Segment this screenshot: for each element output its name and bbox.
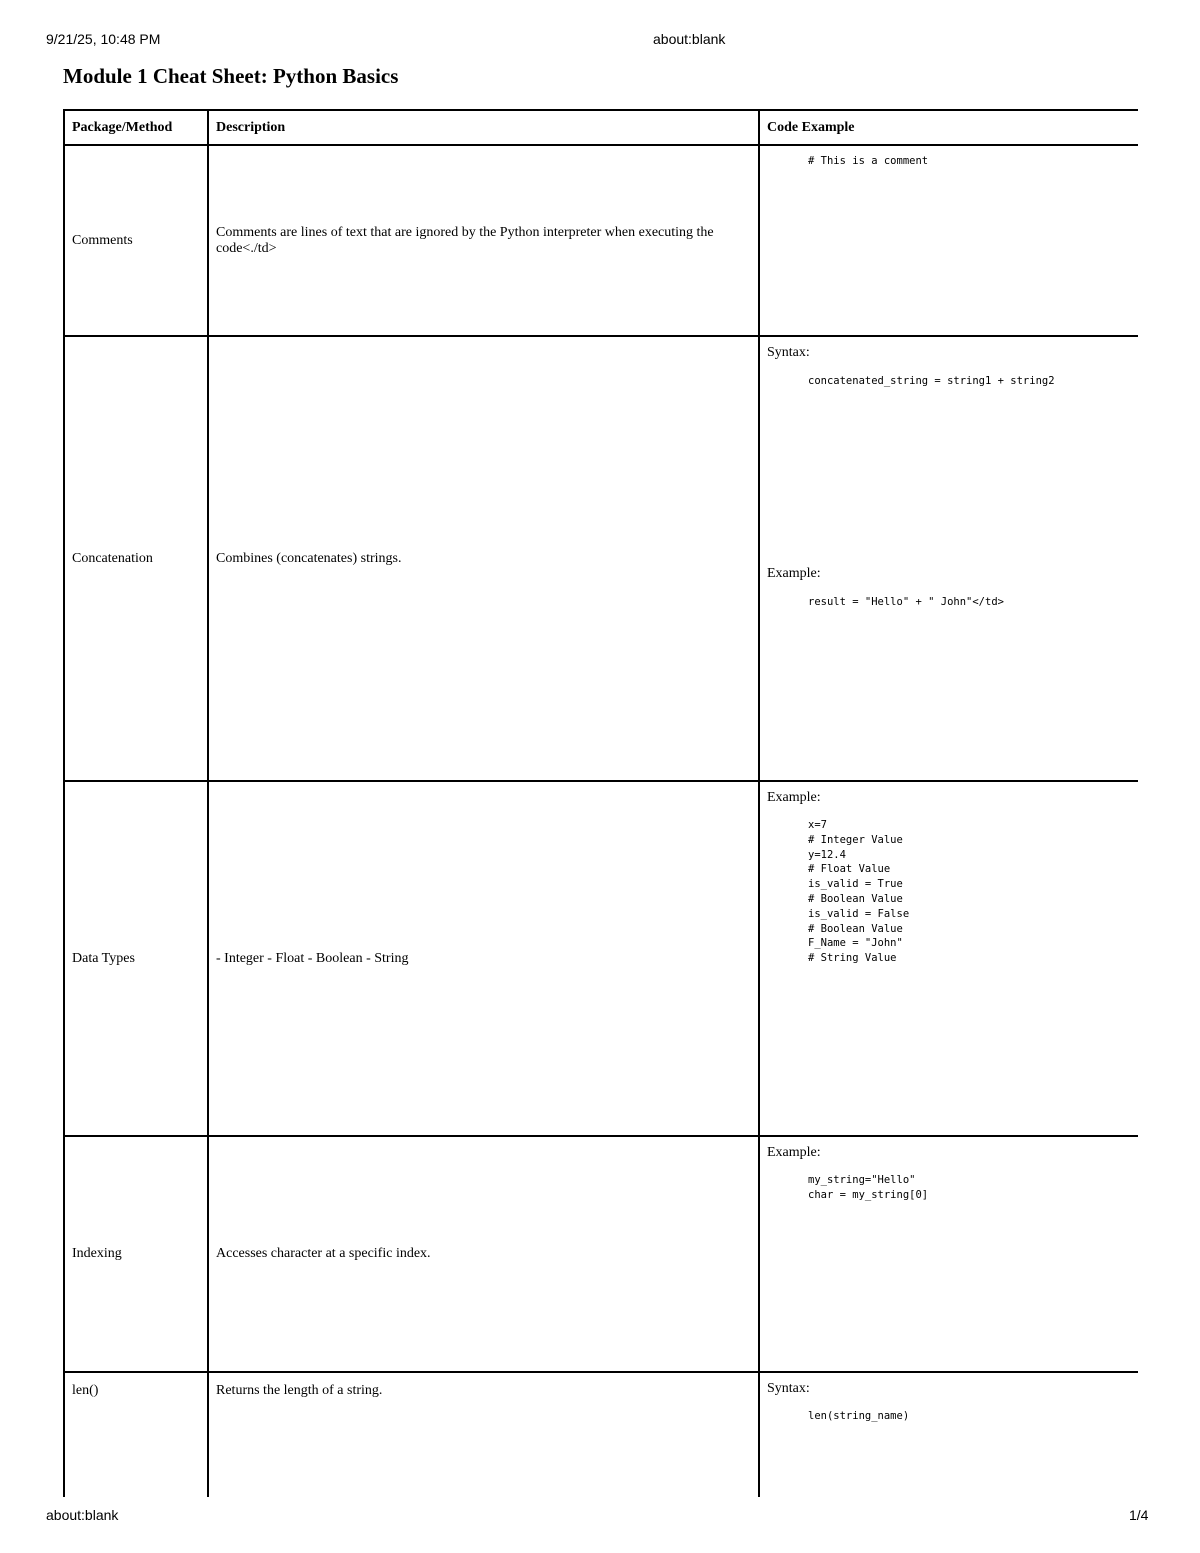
row-code-cell	[759, 1372, 1138, 1497]
code-label: Example:	[767, 790, 821, 805]
code-block: x=7 # Integer Value y=12.4 # Float Value is_valid = True # Boolean Value is_valid = False # Boolean Value F_Name = "John" # String Value	[808, 819, 910, 965]
table-row	[64, 336, 1138, 781]
row-method: Indexing	[64, 1136, 208, 1372]
header-method: Package/Method	[64, 110, 208, 145]
cheat-sheet-table-wrapper	[63, 109, 1138, 1497]
header-code: Code Example	[759, 110, 1138, 145]
row-method: Concatenation	[64, 336, 208, 781]
print-datetime: 9/21/25, 10:48 PM	[46, 31, 161, 47]
row-code-cell	[759, 1136, 1138, 1372]
row-method: len()	[64, 1372, 208, 1497]
row-description: Comments are lines of text that are ignored by the Python interpreter when executing the code<./td>	[208, 145, 759, 336]
code-label: Example:	[767, 1145, 821, 1160]
code-block: result = "Hello" + " John"</td>	[808, 596, 1004, 608]
code-label: Example:	[767, 566, 821, 581]
code-block: my_string="Hello" char = my_string[0]	[808, 1174, 929, 1201]
code-block: concatenated_string = string1 + string2	[808, 375, 1055, 387]
page-number: 1/4	[1129, 1507, 1149, 1523]
print-footer-url: about:blank	[46, 1507, 119, 1523]
code-block: # This is a comment	[808, 155, 929, 167]
row-code-cell	[759, 336, 1138, 781]
row-description: Accesses character at a specific index.	[208, 1136, 759, 1372]
table-row	[64, 781, 1138, 1136]
table-row	[64, 145, 1138, 336]
table-header-row	[64, 110, 1138, 145]
code-label: Syntax:	[767, 1381, 810, 1396]
cheat-sheet-table	[63, 109, 1138, 1497]
page-title: Module 1 Cheat Sheet: Python Basics	[63, 64, 399, 88]
row-method: Comments	[64, 145, 208, 336]
print-header-url: about:blank	[653, 31, 726, 47]
header-description: Description	[208, 110, 759, 145]
row-method: Data Types	[64, 781, 208, 1136]
code-block: len(string_name)	[808, 1410, 910, 1422]
table-row	[64, 1136, 1138, 1372]
table-row	[64, 1372, 1138, 1497]
code-label: Syntax:	[767, 345, 810, 360]
row-description: - Integer - Float - Boolean - String	[208, 781, 759, 1136]
row-code-cell	[759, 781, 1138, 1136]
row-description: Returns the length of a string.	[208, 1372, 759, 1497]
row-code-cell	[759, 145, 1138, 336]
row-description: Combines (concatenates) strings.	[208, 336, 759, 781]
